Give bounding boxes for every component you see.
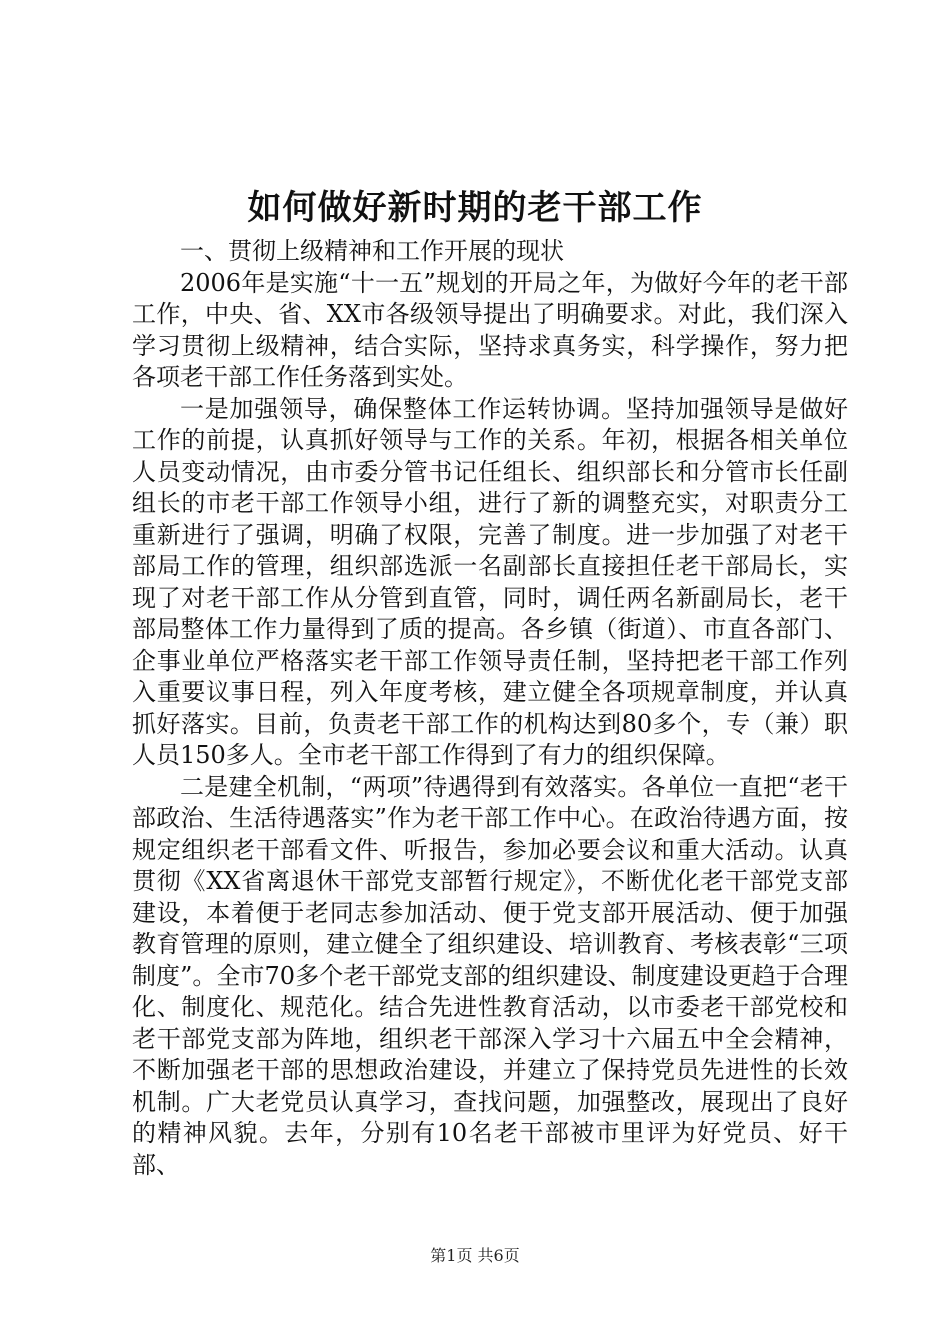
document-title: 如何做好新时期的老干部工作: [247, 188, 703, 228]
paragraph-intro: 2006年是实施“十一五”规划的开局之年，为做好今年的老干部工作，中央、省、XX市各级领导提出了明确要求。对此，我们深入学习贯彻上级精神，结合实际，坚持求真务实，科学操作，努力把各项老干部工作任务落到实处。: [132, 268, 848, 391]
document-body: [132, 236, 848, 1181]
paragraph-mechanism: 二是建全机制，“两项”待遇得到有效落实。各单位一直把“老干部政治、生活待遇落实”作为老干部工作中心。在政治待遇方面，按规定组织老干部看文件、听报告，参加必要会议和重大活动。认真贯彻《XX省离退休干部党支部暂行规定》，不断优化老干部党支部建设，本着便于老同志参加活动、便于党支部开展活动、便于加强教育管理的原则，建立健全了组织建设、培训教育、考核表彰“三项制度”。全市70多个老干部党支部的组织建设、制度建设更趋于合理化、制度化、规范化。结合先进性教育活动，以市委老干部党校和老干部党支部为阵地，组织老干部深入学习十六届五中全会精神，不断加强老干部的思想政治建设，并建立了保持党员先进性的长效机制。广大老党员认真学习，查找问题，加强整改，展现出了良好的精神风貌。去年，分别有10名老干部被市里评为好党员、好干部、: [132, 772, 848, 1179]
section-heading: 一、贯彻上级精神和工作开展的现状: [180, 237, 564, 265]
page-footer: 第1页 共6页: [430, 1246, 520, 1265]
paragraph-leadership: 一是加强领导，确保整体工作运转协调。坚持加强领导是做好工作的前提，认真抓好领导与工作的关系。年初，根据各相关单位人员变动情况，由市委分管书记任组长、组织部长和分管市长任副组长的市老干部工作领导小组，进行了新的调整充实，对职责分工重新进行了强调，明确了权限，完善了制度。进一步加强了对老干部局工作的管理，组织部选派一名副部长直接担任老干部局长，实现了对老干部工作从分管到直管，同时，调任两名新副局长，老干部局整体工作力量得到了质的提高。各乡镇（街道）、市直各部门、企事业单位严格落实老干部工作领导责任制，坚持把老干部工作列入重要议事日程，列入年度考核，建立健全各项规章制度，并认真抓好落实。目前，负责老干部工作的机构达到80多个，专（兼）职人员150多人。全市老干部工作得到了有力的组织保障。: [132, 394, 848, 769]
